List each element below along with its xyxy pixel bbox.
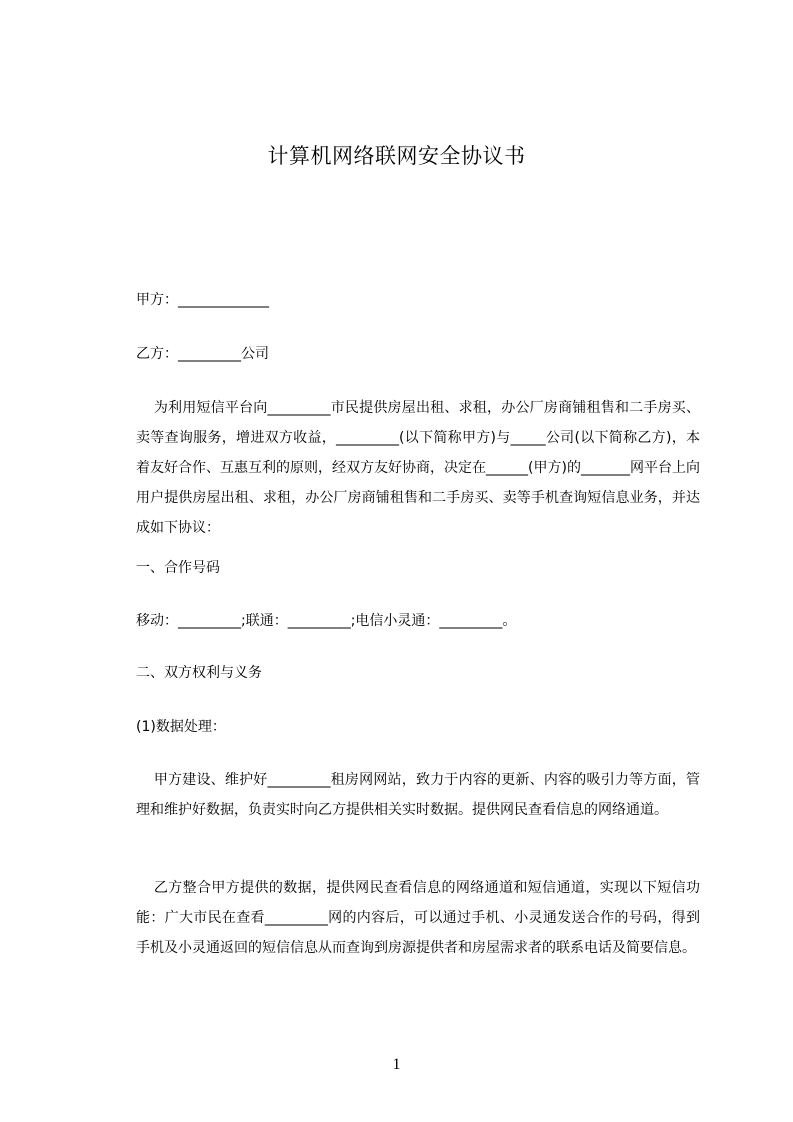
party-b-line: 乙方：_________公司 xyxy=(136,346,269,362)
page-number: 1 xyxy=(392,1056,401,1073)
intro-paragraph: 为利用短信平台向_________市民提供房屋出租、求租，办公厂房商铺租售和二手房买、卖等查询服务，增进双方收益，_________(以下简称甲方)与_____公司(以下简称乙方)，本着友好合作、互惠互利的原则，经双方友好协商，决定在______(甲方)的_______网平台上向用户提供房屋出租、求租，办公厂房商铺租售和二手房买、卖等手机查询短信息业务，并达成如下协议： xyxy=(136,400,700,536)
section1-heading: 一、合作号码 xyxy=(136,560,220,576)
subsection1-heading: (1)数据处理： xyxy=(136,719,226,735)
document-title: 计算机网络联网安全协议书 xyxy=(267,144,526,168)
section1-numbers: 移动：_________;联通：_________;电信小灵通：_________。 xyxy=(136,613,517,629)
party-a-duty-paragraph: 甲方建设、维护好_________租房网网站，致力于内容的更新、内容的吸引力等方面，管理和维护好数据，负责实时向乙方提供相关实时数据。提供网民查看信息的网络通道。 xyxy=(136,772,700,818)
party-a-line: 甲方：_____________ xyxy=(136,292,269,308)
party-b-duty-paragraph: 乙方整合甲方提供的数据，提供网民查看信息的网络通道和短信通道，实现以下短信功能：广大市民在查看_________网的内容后，可以通过手机、小灵通发送合作的号码，得到手机及小灵通返回的短信信息从而查询到房源提供者和房屋需求者的联系电话及简要信息。 xyxy=(136,880,700,956)
section2-heading: 二、双方权利与义务 xyxy=(136,665,262,681)
